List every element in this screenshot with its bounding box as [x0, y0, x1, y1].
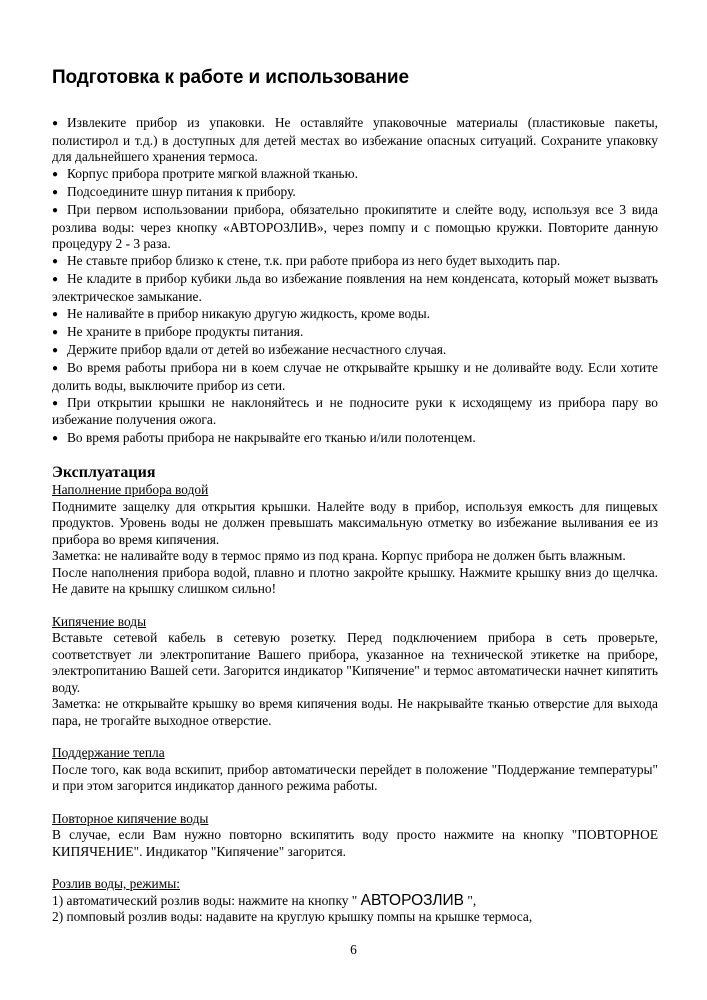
bullet-icon: ●	[52, 118, 59, 129]
dispense-mode-2: 2) помповый розлив воды: надавите на круглую крышку помпы на крышке термоса,	[52, 909, 533, 925]
list-item: ● При открытии крышки не наклоняйтесь и не подносите руки к исходящему из прибора пару во избежание получения ожога.	[52, 394, 658, 428]
list-item: ● При первом использовании прибора, обязательно прокипятите и слейте воду, используя все 3 вида розлива воды: через кнопку «АВТОРОЗЛИВ», через помпу и с помощью кружки. Повторите данную процедуру 2 - 3 раза.	[52, 202, 658, 252]
subheading-boiling: Кипячение воды	[52, 613, 147, 629]
bullet-icon: ●	[52, 256, 59, 268]
list-item: ● Извлеките прибор из упаковки. Не оставляйте упаковочные материалы (пластиковые пакеты, полистирол и т.д.) в доступных для детей местах во избежание опасных ситуаций. Сохраните упаковку для дальнейшего хранения термоса.	[52, 115, 658, 164]
page-number: 6	[350, 942, 357, 957]
auto-dispense-label: АВТОРОЗЛИВ	[360, 891, 464, 909]
bullet-icon: ●	[52, 397, 59, 409]
subheading-keep-warm: Поддержание тепла	[52, 745, 165, 761]
bullet-icon: ●	[52, 274, 59, 286]
bullet-icon: ●	[52, 309, 59, 321]
list-item: ● Во время работы прибора ни в коем случае не открывайте крышку и не доливайте воду. Если хотите долить воды, выключите прибор из сети.	[52, 360, 658, 393]
list-item: ● Не кладите в прибор кубики льда во избежание появления на нем конденсата, который может вызвать электрическое замыкание.	[52, 271, 658, 304]
list-item: ● Подсоедините шнур питания к прибору.	[52, 184, 658, 202]
paragraph: После наполнения прибора водой, плавно и плотно закройте крышку. Нажмите крышку вниз до щелчка. Не давите на крышку слишком сильно!	[52, 564, 658, 597]
page-content	[52, 66, 658, 926]
spacer	[52, 598, 658, 614]
page-title: Подготовка к работе и использование	[52, 67, 409, 88]
dispense-mode-1: 1) автоматический розлив воды: нажмите на кнопку " АВТОРОЗЛИВ ",	[52, 891, 477, 909]
bullet-icon: ●	[52, 187, 59, 199]
preparation-list	[52, 115, 658, 447]
paragraph: После того, как вода вскипит, прибор автоматически перейдет в положение "Поддержание температуры" и при этом загорится индикатор данного режима работы.	[52, 761, 658, 794]
note-paragraph: Заметка: не наливайте воду в термос прямо из под крана. Корпус прибора не должен быть влажным.	[52, 548, 626, 564]
list-item: ● Корпус прибора протрите мягкой влажной тканью.	[52, 166, 658, 184]
list-item: ● Во время работы прибора не накрывайте его тканью и/или полотенцем.	[52, 430, 658, 448]
bullet-icon: ●	[52, 432, 59, 444]
list-item: ● Не храните в приборе продукты питания.	[52, 324, 658, 342]
spacer	[52, 795, 658, 811]
subheading-dispense: Розлив воды, режимы:	[52, 876, 180, 892]
paragraph: Вставьте сетевой кабель в сетевую розетку. Перед подключением прибора в сеть проверьте, соответствует ли электропитание Вашего прибора, указанное на технической этикетке на приборе, электропитанию Вашей сети. Загорится индикатор "Кипячение" и термос автоматически начнет кипятить воду.	[52, 630, 658, 695]
bullet-icon: ●	[52, 363, 59, 375]
list-item: ● Не наливайте в прибор никакую другую жидкость, кроме воды.	[52, 306, 658, 324]
list-item: ● Держите прибор вдали от детей во избежание несчастного случая.	[52, 342, 658, 360]
spacer	[52, 729, 658, 745]
subheading-filling: Наполнение прибора водой	[52, 482, 209, 498]
subheading-reboil: Повторное кипячение воды	[52, 810, 209, 826]
bullet-icon: ●	[52, 205, 59, 217]
bullet-icon: ●	[52, 169, 59, 181]
bullet-icon: ●	[52, 345, 59, 357]
paragraph: В случае, если Вам нужно повторно вскипятить воду просто нажмите на кнопку "ПОВТОРНОЕ КИПЯЧЕНИЕ". Индикатор "Кипячение" загорится.	[52, 827, 658, 859]
note-paragraph: Заметка: не открывайте крышку во время кипячения воды. Не накрывайте тканью отверстие для выхода пара, не трогайте выходное отверстие.	[52, 696, 658, 728]
paragraph: Поднимите защелку для открытия крышки. Налейте воду в прибор, используя емкость для пищевых продуктов. Уровень воды не должен превышать максимальную отметку во избежание выливания ее из прибора во время кипячения.	[52, 498, 658, 547]
section-title-operation: Эксплуатация	[52, 464, 156, 482]
spacer	[52, 860, 658, 876]
bullet-icon: ●	[52, 327, 59, 339]
list-item: ● Не ставьте прибор близко к стене, т.к. при работе прибора из него будет выходить пар.	[52, 253, 658, 271]
